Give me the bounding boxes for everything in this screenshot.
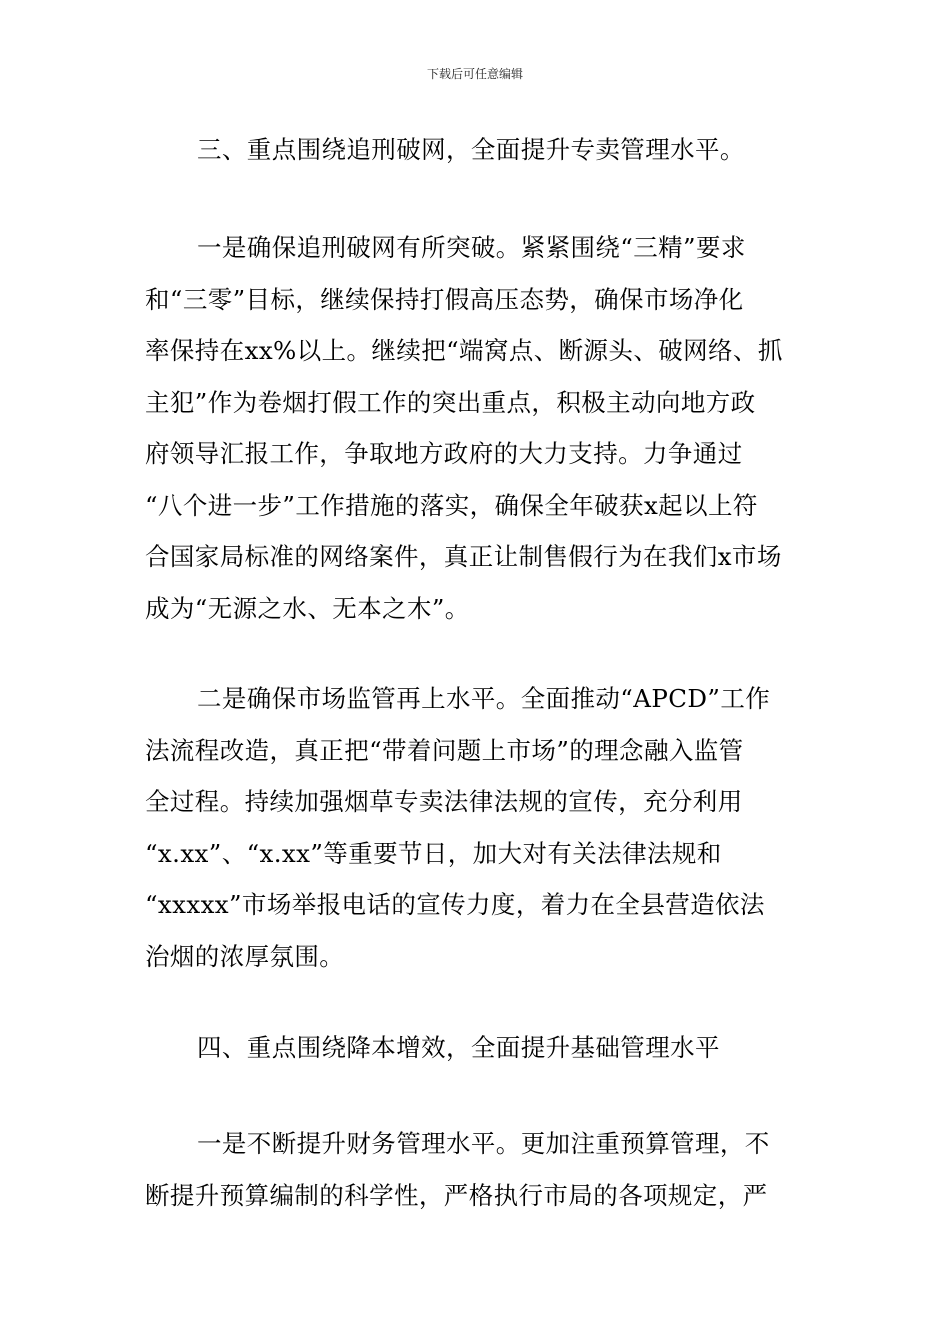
heading-text: 三、重点围绕追刑破网，全面提升专卖管理水平。 [197,135,745,164]
paragraph-financial-management [145,1118,807,1221]
paragraph-line: 和“三零”目标，继续保持打假高压态势，确保市场净化 [145,284,744,314]
paragraph-line: 率保持在xx%以上。继续把“端窝点、断源头、破网络、抓 [145,336,783,365]
paragraph-line: 治烟的浓厚氛围。 [145,941,345,971]
paragraph-line: 二是确保市场监管再上水平。全面推动“APCD”工作 [197,684,771,713]
paragraph-line: 一是不断提升财务管理水平。更加注重预算管理，不 [197,1129,770,1158]
page-header-note: 下载后可任意编辑 [426,67,523,81]
paragraph-line: 合国家局标准的网络案件，真正让制售假行为在我们x市场 [145,542,782,571]
paragraph-line: 成为“无源之水、无本之木”。 [145,593,470,623]
paragraph-line: 全过程。持续加强烟草专卖法律法规的宣传，充分利用 [145,787,743,816]
paragraph-line: 府领导汇报工作，争取地方政府的大力支持。力争通过 [145,439,743,468]
paragraph-line: 主犯”作为卷烟打假工作的突出重点，积极主动向地方政 [145,387,756,417]
section-heading-3 [145,124,807,176]
paragraph-line: 一是确保追刑破网有所突破。紧紧围绕“三精”要求 [197,233,746,262]
paragraph-anti-counterfeit [145,222,807,634]
paragraph-line: 法流程改造，真正把“带着问题上市场”的理念融入监管 [145,735,744,765]
paragraph-market-supervision [145,673,807,982]
heading-text: 四、重点围绕降本增效，全面提升基础管理水平 [197,1033,720,1062]
paragraph-line: “x.xx”、“x.xx”等重要节日，加大对有关法律法规和 [145,838,722,868]
paragraph-line: “xxxxx”市场举报电话的宣传力度，着力在全县营造依法 [145,890,765,919]
section-heading-4 [145,1022,807,1074]
paragraph-line: “八个进一步”工作措施的落实，确保全年破获x起以上符 [145,490,758,520]
paragraph-line: 断提升预算编制的科学性，严格执行市局的各项规定，严 [145,1180,768,1210]
